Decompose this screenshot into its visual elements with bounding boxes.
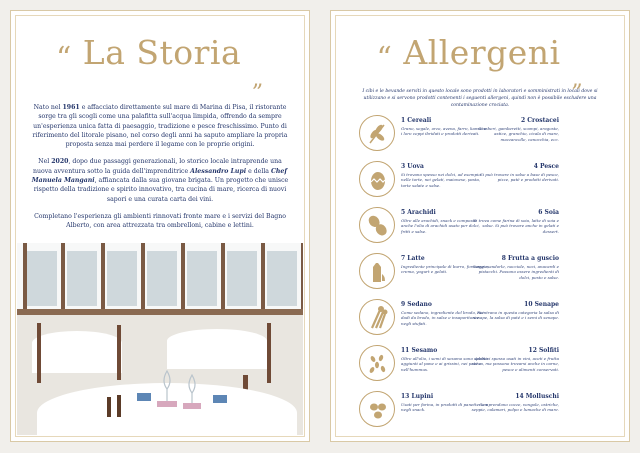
allergen-row xyxy=(339,157,621,203)
allergen-item-crostacei: 2 Crostacei Gamberi, gamberetti, scampi, aragoste, astice, granchio, cicala di mare, mazzancolle, canocchia, ecc. xyxy=(478,117,559,142)
story-title-text: La Storia xyxy=(82,33,242,72)
allergens-grid xyxy=(339,111,621,441)
egg-icon xyxy=(359,161,395,197)
allergen-item-soia: 6 Soia Si trova come farina di soia, latte di soia e salse. Si può trovare anche in gelati e dessert. xyxy=(473,209,559,234)
allergen-item-molluschi: 14 Molluschi Comprendono cozze, vongole, ostriche, seppie, calamari, polpo e lumache di mare. xyxy=(471,393,559,413)
allergen-row xyxy=(339,203,621,249)
milk-icon xyxy=(359,253,395,289)
allergen-row xyxy=(339,111,621,157)
allergen-item-sedano: 9 Sedano Come sedano, ingrediente del brodo, nei dadi da brodo, in salse e insaporitori e negli stufati. xyxy=(401,301,484,326)
quote-close: „ xyxy=(252,67,265,92)
story-paragraph-3: Completano l'esperienza gli ambienti rinnovati fronte mare e i servizi del Bagno Alberto, con area attrezzata tra ombrelloni, cabine e lettini. xyxy=(34,212,286,230)
allergen-item-latte: 7 Latte Ingrediente principale di burro, formaggio, crema, yogurt e gelati. xyxy=(401,255,489,275)
allergen-item-lupini: 13 Lupini Usati per farina, in prodotti di panetteria e negli snack. xyxy=(401,393,489,413)
story-paragraph-2: Nel 2020, dopo due passaggi generazionali, lo storico locale intraprende una nuova avventura sotto la guida dell'imprenditrice Alessandro Lupi e della Chef Manuela Mangani, affiancata dalla sua giovane brigata. Un progetto che unisce rispetto della tradizione e spirito innovativo, tra cucina di mare, ricerca di nuovi sapori e una curata carta dei vini. xyxy=(31,158,289,203)
restaurant-interior-illustration xyxy=(17,243,303,435)
celery-icon xyxy=(359,299,395,335)
allergen-item-uova: 3 Uova Si trovano spesso nei dolci, ad esempio nelle torte, nei gelati, maionese, pasta, torte salate e salse. xyxy=(401,163,481,188)
quote-close: „ xyxy=(571,67,584,92)
lupin-icon xyxy=(359,391,395,427)
allergen-row xyxy=(339,249,621,295)
allergen-row xyxy=(339,295,621,341)
quote-open: “ xyxy=(55,41,72,76)
allergen-row xyxy=(339,341,621,387)
allergen-item-pesce: 4 Pesce Si può trovare in salse a base di pesce, pizze, paté e prodotti derivati. xyxy=(479,163,559,183)
story-title xyxy=(11,33,309,92)
peanut-icon xyxy=(359,207,395,243)
allergens-title xyxy=(331,33,629,92)
story-text xyxy=(31,103,289,239)
story-paragraph-1: Nato nel 1961 e affacciato direttamente sul mare di Marina di Pisa, il ristorante sorge tra gli scogli come una palafitta sull'acqua limpida, offrendo da sempre un'esperienza unica fatta di paesaggio, tradizione e pesce freschissimo. Punto di riferimento del litorale pisano, nel corso degli anni ha saputo ampliare la propria proposta senza mai perdere il legame con le proprie origini. xyxy=(32,104,288,149)
sesame-icon xyxy=(359,345,395,381)
allergen-item-solfiti: 12 Solfiti Additivi spesso usati in vini, aceti e frutta secca, ma possono trovarsi anche in carne, pesce e alimenti conservati. xyxy=(471,347,559,372)
allergen-item-arachidi: 5 Arachidi Oltre alle arachidi, snack e composte anche l'olio di arachidi usato per dolci, fritti e salse. xyxy=(401,209,480,234)
allergen-item-sesamo: 11 Sesamo Oltre all'olio, i semi di sesamo sono spesso aggiunti al pane e ai grissini, nei paté e nell'hummus. xyxy=(401,347,488,372)
restaurant-photo xyxy=(17,243,303,435)
allergens-title-text: Allergeni xyxy=(403,33,561,72)
story-page xyxy=(10,10,310,442)
allergens-intro: I cibi e le bevande serviti in questo locale sono prodotti in laboratori e somministrati in locali dove si utilizzano e si servono prodotti contenenti i seguenti allergeni, quindi non è possibile escludere una contaminazione crociata. xyxy=(362,89,598,108)
allergen-row xyxy=(339,387,621,433)
quote-open: “ xyxy=(376,41,393,76)
allergens-page xyxy=(330,10,630,442)
allergen-item-frutta-a-guscio: 8 Frutta a guscio Come mandorle, nocciole, noci, anacardi e pistacchi. Possono essere ingredienti di dolci, pesto e salse. xyxy=(472,255,559,280)
allergen-item-senape: 10 Senape Rientrano in questa categoria la salsa di senape, la salsa di paté e i semi di senape. xyxy=(472,301,559,321)
allergen-item-cereali: 1 Cereali Grano, segale, orzo, avena, farro, kamut e i loro ceppi ibridati e prodotti derivati. xyxy=(401,117,487,137)
wheat-icon xyxy=(359,115,395,151)
